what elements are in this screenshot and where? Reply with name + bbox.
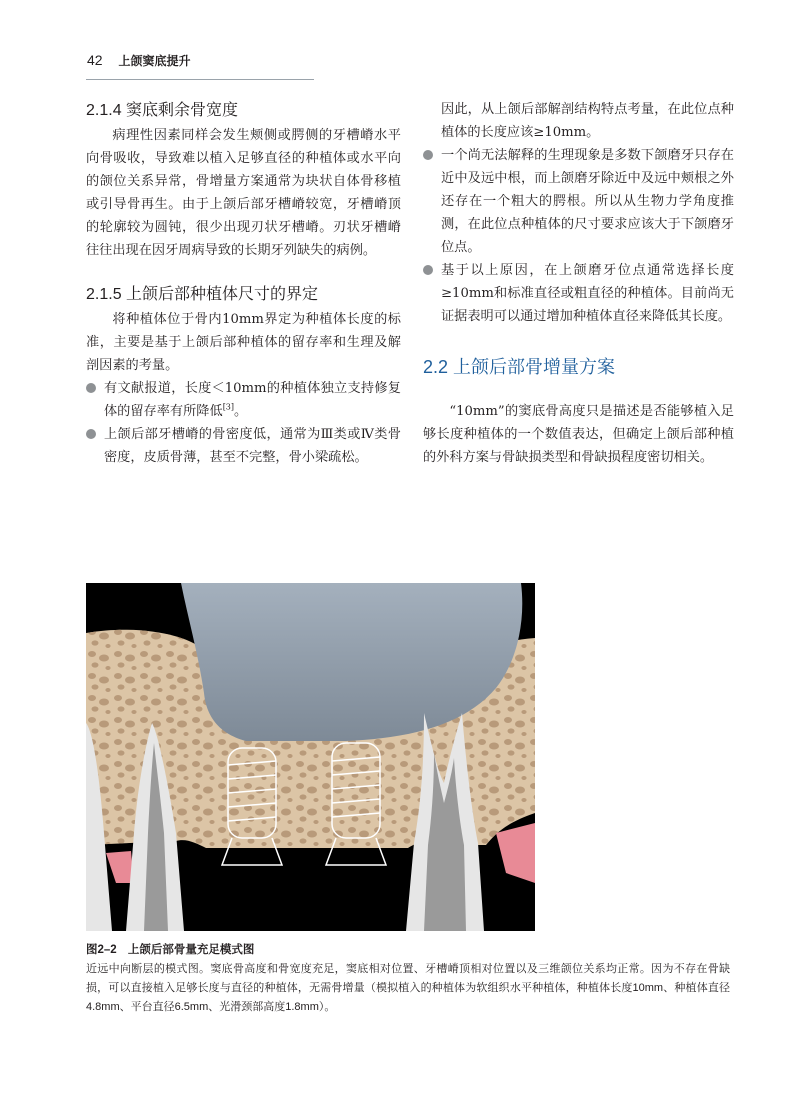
bullet-text: 一个尚无法解释的生理现象是多数下颌磨牙只存在近中及远中根，而上颌磨牙除近中及远中颊根之外还存在一个粗大的腭根。所以从生物力学角度推测，在此位点种植体的尺寸要求应该大于下颌磨牙位点。 — [441, 148, 734, 255]
bullet-text: 有文献报道，长度＜10mm的种植体独立支持修复体的留存率有所降低 — [104, 381, 401, 419]
bullet-dot-icon — [86, 429, 96, 439]
right-column — [423, 98, 734, 469]
bone-implant-diagram — [86, 583, 535, 931]
bullet-list-right — [423, 144, 734, 328]
bullet-dot-icon — [423, 150, 433, 160]
figure-caption-title — [86, 941, 254, 957]
figure-caption-body: 近远中向断层的模式图。窦底骨高度和骨宽度充足，窦底相对位置、牙槽嵴顶相对位置以及三维颌位关系均正常。因为不存在骨缺损，可以直接植入足够长度与直径的种植体，无需骨增量（模拟植入的种植体为软组织水平种植体，种植体长度10mm、种植体直径4.8mm、平台直径6.5mm、光滑颈部高度1.8mm）。 — [86, 963, 730, 1013]
bullet-list-left — [86, 377, 401, 469]
list-item — [423, 144, 734, 259]
paragraph-2-1-4: 病理性因素同样会发生颊侧或腭侧的牙槽嵴水平向骨吸收，导致难以植入足够直径的种植体或水平向的颌位关系异常，骨增量方案通常为块状自体骨移植或引导骨再生。由于上颌后部牙槽嵴较宽，牙槽嵴顶的轮廓较为圆钝，很少出现刃状牙槽嵴。刃状牙槽嵴往往出现在因牙周病导致的长期牙列缺失的病例。 — [86, 128, 401, 258]
left-column — [86, 98, 401, 469]
bullet-text: 基于以上原因，在上颌磨牙位点通常选择长度≥10mm和标准直径或粗直径的种植体。目前尚无证据表明可以通过增加种植体直径来降低其长度。 — [441, 263, 734, 324]
running-section-title: 上颌窦底提升 — [118, 54, 191, 68]
heading-2-1-4: 2.1.4 窦底剩余骨宽度 — [86, 102, 239, 119]
bullet-text: 上颌后部牙槽嵴的骨密度低，通常为Ⅲ类或Ⅳ类骨密度，皮质骨薄，甚至不完整，骨小梁疏松。 — [104, 427, 401, 465]
heading-2-2: 2.2 上颌后部骨增量方案 — [423, 357, 616, 377]
list-item — [86, 377, 401, 423]
paragraph-2-1-5: 将种植体位于骨内10mm界定为种植体长度的标准，主要是基于上颌后部种植体的留存率和生理及解剖因素的考量。 — [86, 312, 401, 373]
continued-bullet-text: 因此，从上颌后部解剖结构特点考量，在此位点种植体的长度应该≥10mm。 — [441, 102, 734, 140]
citation-ref: [3] — [222, 402, 235, 412]
running-header — [87, 52, 190, 69]
header-rule — [86, 79, 314, 80]
figure-title: 上颌后部骨量充足模式图 — [127, 944, 255, 956]
heading-2-1-5: 2.1.5 上颌后部种植体尺寸的界定 — [86, 286, 319, 303]
list-item — [86, 423, 401, 469]
bullet-dot-icon — [86, 383, 96, 393]
figure-number: 图2–2 — [86, 944, 117, 956]
list-item — [423, 259, 734, 328]
paragraph-2-2: “10mm”的窦底骨高度只是描述是否能够植入足够长度种植体的一个数值表达，但确定上颌后部种植的外科方案与骨缺损类型和骨缺损程度密切相关。 — [423, 404, 734, 465]
bullet-dot-icon — [423, 265, 433, 275]
page-number: 42 — [87, 52, 103, 68]
bullet-text-end: 。 — [234, 404, 248, 419]
figure-illustration — [86, 583, 535, 931]
